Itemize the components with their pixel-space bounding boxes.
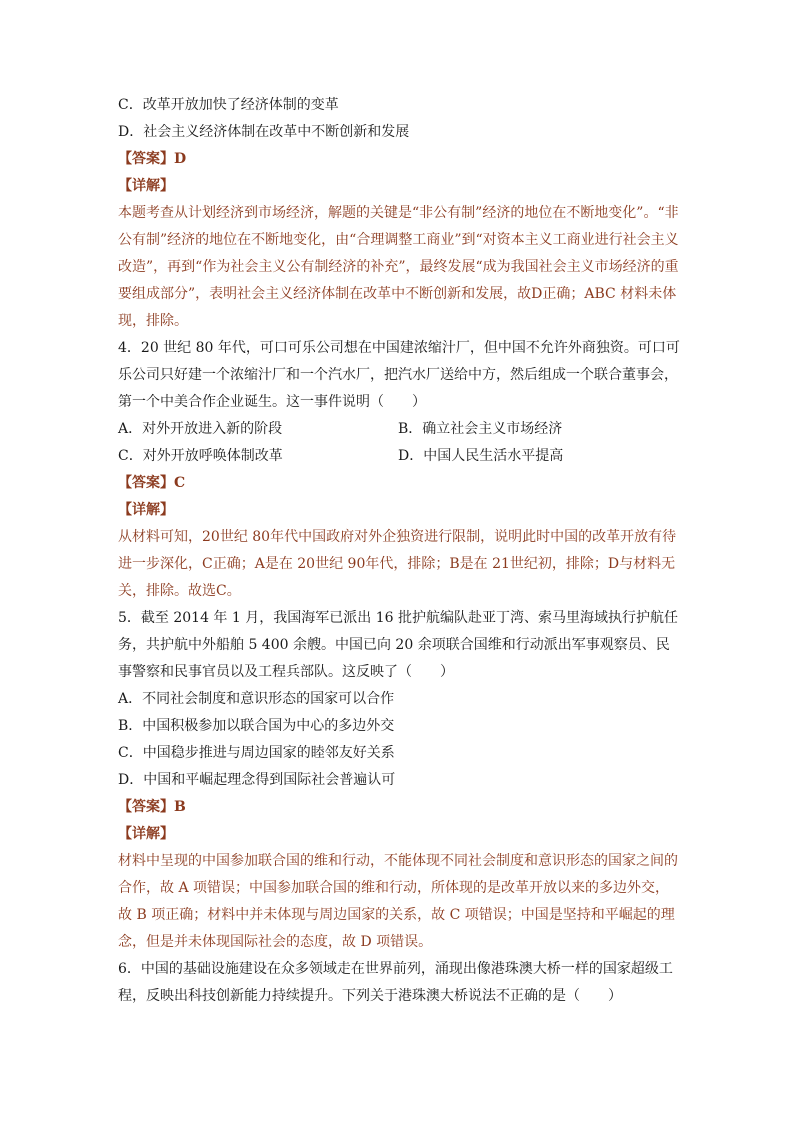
- q3-detail-text: 本题考查从计划经济到市场经济，解题的关键是“非公有制”经济的地位在不断地变化”。“非公有制”经济的地位在不断地变化，由“合理调整工商业”到“对资本主义工商业进行社会主义改造”，再到“作为社会主义公有制经济的补充”，最终发展“成为我国社会主义市场经济的重要组成部分”，表明社会主义经济体制在改革中不断创新和发展，故D正确；ABC 材料未体现，排除。: [118, 205, 679, 329]
- q5-answer: 【答案】B: [118, 799, 186, 815]
- q4-option-b: B．确立社会主义市场经济: [398, 421, 563, 437]
- q4-options-row-1: [118, 416, 680, 443]
- q3-detail-label: 【详解】: [118, 178, 174, 194]
- q3-option-d: D．社会主义经济体制在改革中不断创新和发展: [118, 124, 410, 140]
- q4-answer: 【答案】C: [118, 475, 186, 491]
- q3-answer: 【答案】D: [118, 151, 187, 167]
- document-page: [118, 92, 680, 1010]
- q4-option-a: A．对外开放进入新的阶段: [118, 421, 283, 437]
- q5-option-d: D．中国和平崛起理念得到国际社会普遍认可: [118, 772, 396, 788]
- q4-detail-text: 从材料可知，20世纪 80年代中国政府对外企独资进行限制，说明此时中国的改革开放有待进一步深化，C正确；A是在 20世纪 90年代，排除；B是在 21世纪初，排除；D与材料无关，排除。故选C。: [118, 529, 677, 599]
- q4-stem: 4．20 世纪 80 年代，可口可乐公司想在中国建浓缩汁厂，但中国不允许外商独资。可口可乐公司只好建一个浓缩汁厂和一个汽水厂，把汽水厂送给中方，然后组成一个联合董事会，第一个中美合作企业诞生。这一事件说明（ ）: [118, 340, 680, 410]
- q6-stem: 6．中国的基础设施建设在众多领域走在世界前列，涌现出像港珠澳大桥一样的国家超级工程，反映出科技创新能力持续提升。下列关于港珠澳大桥说法不正确的是（ ）: [118, 961, 673, 1004]
- q3-option-c: C．改革开放加快了经济体制的变革: [118, 97, 339, 113]
- q5-option-b: B．中国积极参加以联合国为中心的多边外交: [118, 718, 395, 734]
- q4-options-row-2: [118, 443, 680, 470]
- q5-stem: 5．截至 2014 年 1 月，我国海军已派出 16 批护航编队赴亚丁湾、索马里海域执行护航任务，共护航中外船舶 5 400 余艘。中国已向 20 余项联合国维和行动派出军事观察员、民事警察和民事官员以及工程兵部队。这反映了（ ）: [118, 610, 678, 680]
- q5-option-a: A．不同社会制度和意识形态的国家可以合作: [118, 691, 395, 707]
- q4-detail-label: 【详解】: [118, 502, 174, 518]
- q5-detail-text: 材料中呈现的中国参加联合国的维和行动，不能体现不同社会制度和意识形态的国家之间的合作，故 A 项错误；中国参加联合国的维和行动，所体现的是改革开放以来的多边外交，故 B 项正确；材料中并未体现与周边国家的关系，故 C 项错误；中国是坚持和平崛起的理念，但是并未体现国际社会的态度，故 D 项错误。: [118, 853, 678, 950]
- q5-detail-label: 【详解】: [118, 826, 174, 842]
- q4-option-d: D．中国人民生活水平提高: [398, 448, 564, 464]
- q4-option-c: C．对外开放呼唤体制改革: [118, 448, 283, 464]
- q5-option-c: C．中国稳步推进与周边国家的睦邻友好关系: [118, 745, 395, 761]
